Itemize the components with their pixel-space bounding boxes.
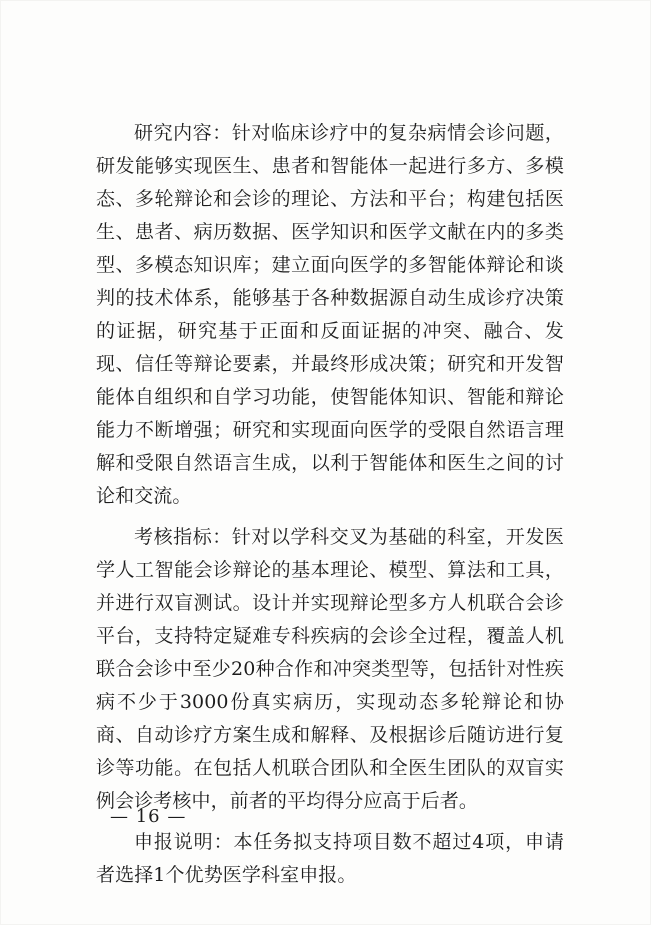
paragraph-assessment-indicators: 考核指标：针对以学科交叉为基础的科室，开发医学人工智能会诊辩论的基本理论、模型、算法和工具，并进行双盲测试。设计并实现辩论型多方人机联合会诊平台，支持特定疑难专科疾病的会诊全过程，覆盖人机联合会诊中至少20种合作和冲突类型等，包括针对性疾病不少于3000份真实病历，实现动态多轮辩论和协商、自动诊疗方案生成和解释、及根据诊后随访进行复诊等功能。在包括人机联合团队和全医生团队的双盲实例会诊考核中，前者的平均得分应高于后者。: [96, 526, 564, 812]
document-body: [96, 117, 564, 892]
paragraph-research-content: 研究内容：针对临床诊疗中的复杂病情会诊问题，研发能够实现医生、患者和智能体一起进行多方、多模态、多轮辩论和会诊的理论、方法和平台；构建包括医生、患者、病历数据、医学知识和医学文献在内的多类型、多模态知识库；建立面向医学的多智能体辩论和谈判的技术体系，能够基于各种数据源自动生成诊疗决策的证据，研究基于正面和反面证据的冲突、融合、发现、信任等辩论要素，并最终形成决策；研究和开发智能体自组织和自学习功能，使智能体知识、智能和辩论能力不断增强；研究和实现面向医学的受限自然语言理解和受限自然语言生成，以利于智能体和医生之间的讨论和交流。: [96, 122, 564, 507]
page-number: — 16 —: [110, 806, 187, 827]
paragraph-application-notes: 申报说明：本任务拟支持项目数不超过4项，申请者选择1个优势医学科室申报。: [96, 831, 564, 886]
